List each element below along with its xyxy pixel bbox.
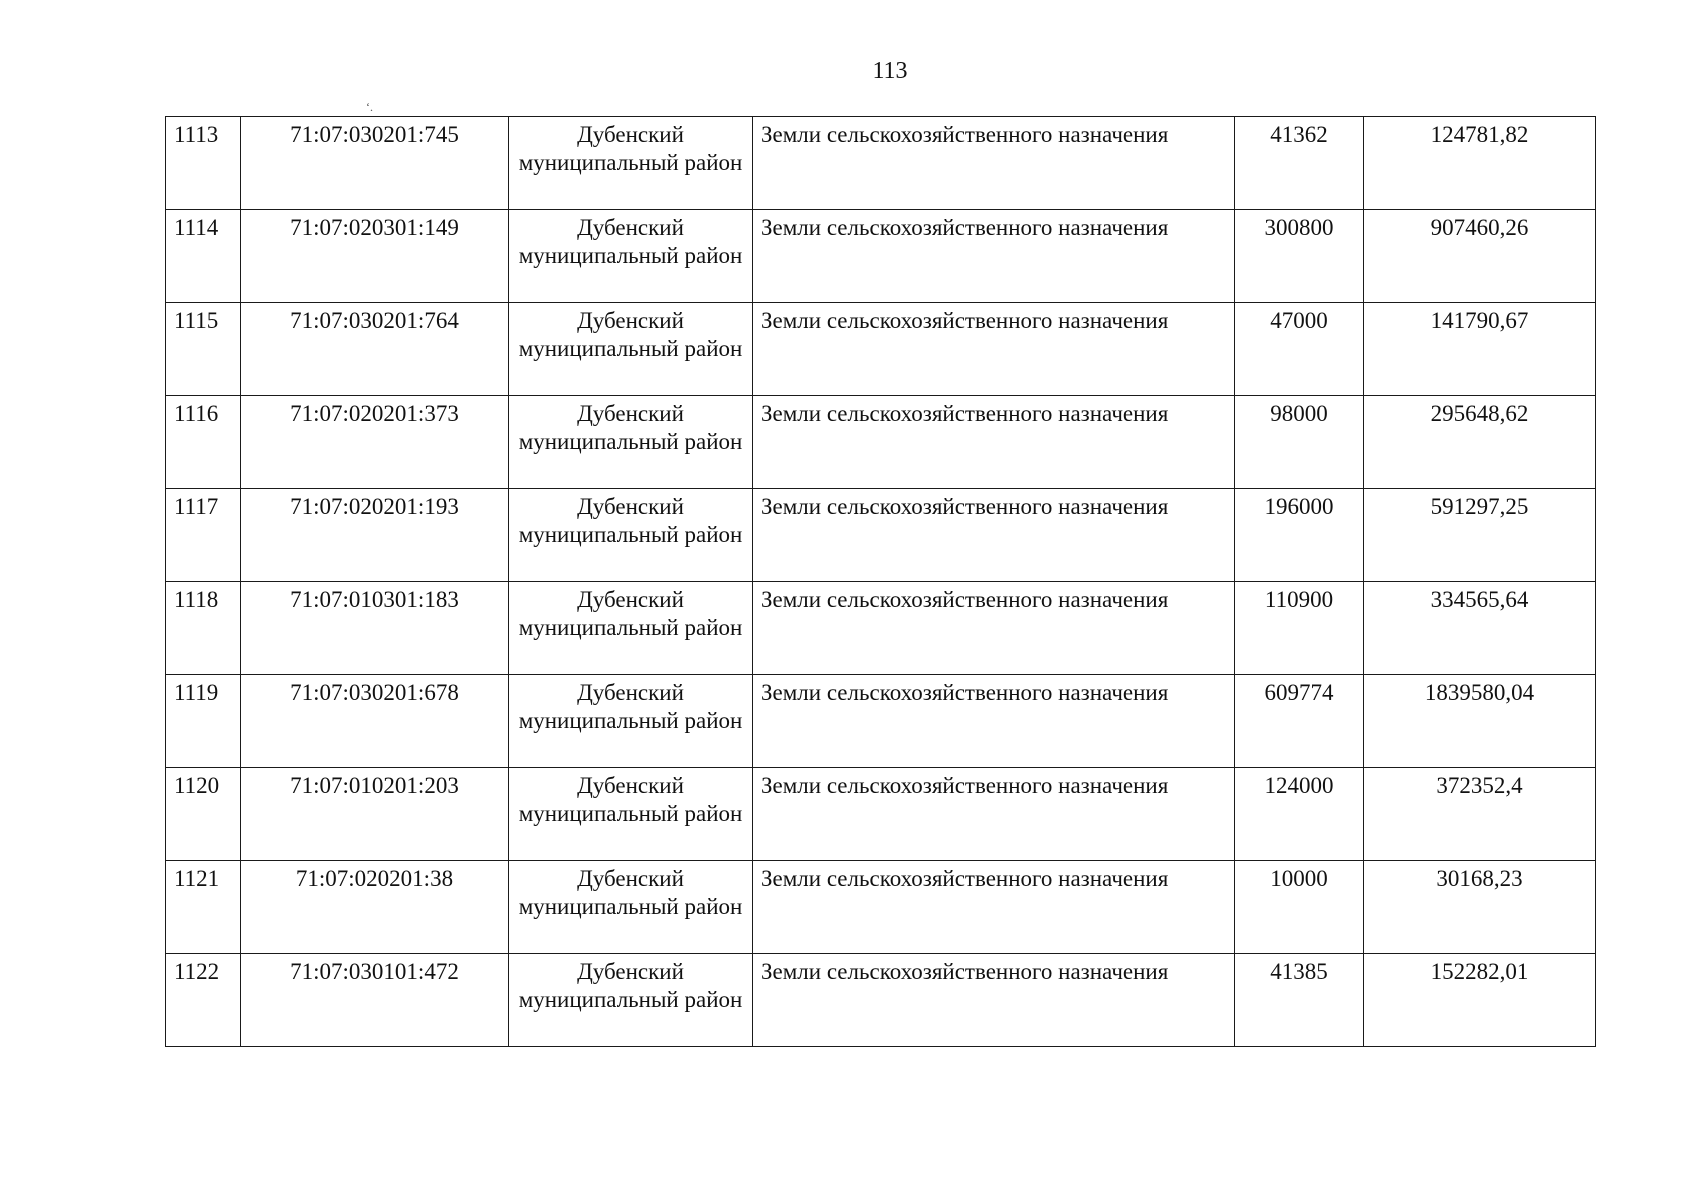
row-number-cell: 1121 bbox=[166, 861, 241, 954]
area-cell: 41385 bbox=[1235, 954, 1364, 1047]
row-number-cell: 1114 bbox=[166, 210, 241, 303]
land-category-cell: Земли сельскохозяйственного назначения bbox=[753, 861, 1235, 954]
municipality-cell: Дубенский муниципальный район bbox=[509, 210, 753, 303]
table-row bbox=[166, 489, 1596, 582]
land-parcels-table bbox=[165, 116, 1596, 1047]
cadastral-number-cell: 71:07:020301:149 bbox=[241, 210, 509, 303]
land-category-cell: Земли сельскохозяйственного назначения bbox=[753, 117, 1235, 210]
row-number-cell: 1119 bbox=[166, 675, 241, 768]
row-number-cell: 1115 bbox=[166, 303, 241, 396]
land-category-cell: Земли сельскохозяйственного назначения bbox=[753, 210, 1235, 303]
scan-artifact-mark: ‘. bbox=[366, 100, 373, 114]
page-number: 113 bbox=[872, 58, 908, 84]
area-cell: 124000 bbox=[1235, 768, 1364, 861]
table-row bbox=[166, 768, 1596, 861]
municipality-cell: Дубенский муниципальный район bbox=[509, 489, 753, 582]
area-cell: 10000 bbox=[1235, 861, 1364, 954]
municipality-cell: Дубенский муниципальный район bbox=[509, 768, 753, 861]
cadastral-value-cell: 372352,4 bbox=[1364, 768, 1596, 861]
row-number-cell: 1113 bbox=[166, 117, 241, 210]
cadastral-number-cell: 71:07:020201:373 bbox=[241, 396, 509, 489]
cadastral-value-cell: 1839580,04 bbox=[1364, 675, 1596, 768]
table-row bbox=[166, 954, 1596, 1047]
cadastral-number-cell: 71:07:030201:678 bbox=[241, 675, 509, 768]
table-row bbox=[166, 117, 1596, 210]
row-number-cell: 1117 bbox=[166, 489, 241, 582]
table-row bbox=[166, 861, 1596, 954]
cadastral-value-cell: 30168,23 bbox=[1364, 861, 1596, 954]
table-row bbox=[166, 675, 1596, 768]
cadastral-number-cell: 71:07:010301:183 bbox=[241, 582, 509, 675]
cadastral-value-cell: 141790,67 bbox=[1364, 303, 1596, 396]
cadastral-number-cell: 71:07:030201:745 bbox=[241, 117, 509, 210]
municipality-cell: Дубенский муниципальный район bbox=[509, 582, 753, 675]
cadastral-value-cell: 591297,25 bbox=[1364, 489, 1596, 582]
area-cell: 98000 bbox=[1235, 396, 1364, 489]
table-row bbox=[166, 210, 1596, 303]
row-number-cell: 1118 bbox=[166, 582, 241, 675]
table-row bbox=[166, 396, 1596, 489]
cadastral-value-cell: 152282,01 bbox=[1364, 954, 1596, 1047]
municipality-cell: Дубенский муниципальный район bbox=[509, 861, 753, 954]
area-cell: 110900 bbox=[1235, 582, 1364, 675]
row-number-cell: 1122 bbox=[166, 954, 241, 1047]
cadastral-number-cell: 71:07:030101:472 bbox=[241, 954, 509, 1047]
cadastral-value-cell: 295648,62 bbox=[1364, 396, 1596, 489]
area-cell: 609774 bbox=[1235, 675, 1364, 768]
cadastral-number-cell: 71:07:010201:203 bbox=[241, 768, 509, 861]
cadastral-number-cell: 71:07:030201:764 bbox=[241, 303, 509, 396]
area-cell: 47000 bbox=[1235, 303, 1364, 396]
municipality-cell: Дубенский муниципальный район bbox=[509, 303, 753, 396]
table-row bbox=[166, 582, 1596, 675]
area-cell: 196000 bbox=[1235, 489, 1364, 582]
land-category-cell: Земли сельскохозяйственного назначения bbox=[753, 396, 1235, 489]
cadastral-value-cell: 334565,64 bbox=[1364, 582, 1596, 675]
land-category-cell: Земли сельскохозяйственного назначения bbox=[753, 582, 1235, 675]
municipality-cell: Дубенский муниципальный район bbox=[509, 675, 753, 768]
area-cell: 300800 bbox=[1235, 210, 1364, 303]
row-number-cell: 1116 bbox=[166, 396, 241, 489]
cadastral-number-cell: 71:07:020201:193 bbox=[241, 489, 509, 582]
cadastral-number-cell: 71:07:020201:38 bbox=[241, 861, 509, 954]
land-category-cell: Земли сельскохозяйственного назначения bbox=[753, 954, 1235, 1047]
land-category-cell: Земли сельскохозяйственного назначения bbox=[753, 489, 1235, 582]
land-category-cell: Земли сельскохозяйственного назначения bbox=[753, 675, 1235, 768]
area-cell: 41362 bbox=[1235, 117, 1364, 210]
table-row bbox=[166, 303, 1596, 396]
land-category-cell: Земли сельскохозяйственного назначения bbox=[753, 768, 1235, 861]
municipality-cell: Дубенский муниципальный район bbox=[509, 954, 753, 1047]
cadastral-value-cell: 907460,26 bbox=[1364, 210, 1596, 303]
land-category-cell: Земли сельскохозяйственного назначения bbox=[753, 303, 1235, 396]
cadastral-value-cell: 124781,82 bbox=[1364, 117, 1596, 210]
row-number-cell: 1120 bbox=[166, 768, 241, 861]
municipality-cell: Дубенский муниципальный район bbox=[509, 117, 753, 210]
municipality-cell: Дубенский муниципальный район bbox=[509, 396, 753, 489]
